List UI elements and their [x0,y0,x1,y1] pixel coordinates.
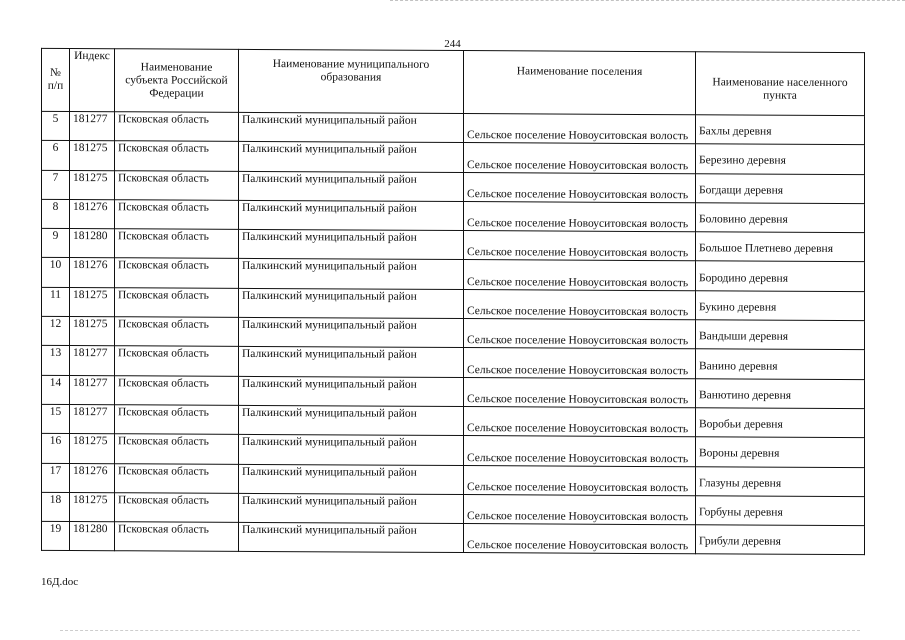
row-municipality: Палкинский муниципальный район [239,405,464,435]
row-subject: Псковская область [115,346,239,376]
row-municipality: Палкинский муниципальный район [239,523,464,553]
scan-artifact-bottom [60,630,860,635]
table-row [42,404,865,438]
row-settlement: Сельское поселение Новоуситовская волость [464,436,696,467]
row-index: 181275 [70,317,115,347]
row-locality: Боловино деревня [696,203,865,233]
table-row [42,199,865,233]
row-settlement: Сельское поселение Новоуситовская волость [464,143,696,174]
row-num: 18 [42,492,70,521]
row-settlement: Сельское поселение Новоуситовская волость [464,377,696,408]
row-settlement: Сельское поселение Новоуситовская волость [464,348,696,379]
table-row [42,434,865,468]
row-locality: Ванютино деревня [696,378,865,408]
row-municipality: Палкинский муниципальный район [239,171,464,201]
row-num: 17 [42,463,70,492]
row-subject: Псковская область [115,112,239,142]
row-locality: Вандыши деревня [696,320,865,350]
row-index: 181275 [70,287,115,317]
table-row [42,375,865,409]
row-index: 181277 [70,404,115,434]
row-num: 14 [42,375,70,404]
row-subject: Псковская область [115,317,239,347]
row-locality: Горбуны деревня [696,496,865,526]
header-subject: Наименование субъекта Российской Федерации [115,49,239,113]
row-municipality: Палкинский муниципальный район [239,112,464,142]
row-num: 16 [42,434,70,463]
row-locality: Вороны деревня [696,437,865,467]
row-num: 7 [42,170,70,199]
header-row [42,48,865,115]
row-municipality: Палкинский муниципальный район [239,376,464,406]
row-municipality: Палкинский муниципальный район [239,230,464,260]
row-municipality: Палкинский муниципальный район [239,435,464,465]
row-subject: Псковская область [115,405,239,435]
row-municipality: Палкинский муниципальный район [239,464,464,494]
row-num: 6 [42,141,70,170]
table-row [42,492,865,526]
row-index: 181277 [70,111,115,141]
row-settlement: Сельское поселение Новоуситовская волость [464,201,696,232]
row-locality: Ванино деревня [696,349,865,379]
scan-artifact-top [390,0,905,5]
row-num: 5 [42,111,70,140]
table-row [42,258,865,292]
row-num: 11 [42,287,70,316]
row-index: 181276 [70,463,115,493]
row-subject: Псковская область [115,141,239,171]
row-subject: Псковская область [115,434,239,464]
row-index: 181275 [70,492,115,522]
row-municipality: Палкинский муниципальный район [239,288,464,318]
row-subject: Псковская область [115,200,239,230]
header-num: № п/п [42,48,70,111]
row-subject: Псковская область [115,375,239,405]
table-row [42,229,865,263]
row-index: 181280 [70,522,115,552]
row-municipality: Палкинский муниципальный район [239,142,464,172]
row-settlement: Сельское поселение Новоуситовская волость [464,172,696,203]
row-settlement: Сельское поселение Новоуситовская волость [464,524,696,555]
table-row [42,463,865,497]
table-header [42,48,865,115]
table-row [42,141,865,175]
row-locality: Букино деревня [696,291,865,321]
footer-filename: 16Д.doc [41,576,79,588]
row-subject: Псковская область [115,493,239,523]
table-container [41,48,865,556]
table-row [42,170,865,204]
row-index: 181277 [70,346,115,376]
row-num: 12 [42,316,70,345]
row-subject: Псковская область [115,288,239,318]
row-settlement: Сельское поселение Новоуситовская волость [464,319,696,350]
row-subject: Псковская область [115,463,239,493]
header-index: Индекс [70,48,115,111]
row-locality: Глазуны деревня [696,466,865,496]
localities-table [41,48,865,556]
row-settlement: Сельское поселение Новоуситовская волость [464,465,696,496]
row-locality: Большое Плетнево деревня [696,232,865,262]
row-settlement: Сельское поселение Новоуситовская волость [464,231,696,262]
row-num: 13 [42,346,70,375]
page-number: 244 [444,38,461,50]
row-municipality: Палкинский муниципальный район [239,259,464,289]
row-index: 181275 [70,434,115,464]
row-locality: Бахлы деревня [696,115,865,145]
row-settlement: Сельское поселение Новоуситовская волость [464,289,696,320]
row-settlement: Сельское поселение Новоуситовская волость [464,494,696,525]
row-locality: Бородино деревня [696,261,865,291]
row-municipality: Палкинский муниципальный район [239,200,464,230]
row-locality: Богдащи деревня [696,173,865,203]
table-row [42,346,865,380]
table-row [42,287,865,321]
row-index: 181276 [70,199,115,229]
row-locality: Березино деревня [696,144,865,174]
row-index: 181275 [70,141,115,171]
row-municipality: Палкинский муниципальный район [239,317,464,347]
row-subject: Псковская область [115,258,239,288]
table-row [42,111,865,145]
table-body [42,111,865,555]
row-index: 181280 [70,229,115,259]
row-num: 10 [42,258,70,287]
row-subject: Псковская область [115,522,239,552]
row-index: 181275 [70,170,115,200]
row-num: 19 [42,522,70,551]
table-row [42,316,865,350]
row-num: 9 [42,229,70,258]
row-municipality: Палкинский муниципальный район [239,347,464,377]
header-settlement: Наименование поселения [464,51,696,115]
row-locality: Грибули деревня [696,525,865,555]
row-num: 8 [42,199,70,228]
row-subject: Псковская область [115,170,239,200]
row-index: 181276 [70,258,115,288]
header-locality: Наименование населенного пункта [696,52,865,116]
row-settlement: Сельское поселение Новоуситовская волость [464,114,696,145]
row-settlement: Сельское поселение Новоуситовская волость [464,407,696,438]
header-municipality: Наименование муниципального образования [239,49,464,113]
table-row [42,522,865,556]
row-locality: Воробьи деревня [696,408,865,438]
row-municipality: Палкинский муниципальный район [239,493,464,523]
row-index: 181277 [70,375,115,405]
row-num: 15 [42,404,70,433]
row-subject: Псковская область [115,229,239,259]
row-settlement: Сельское поселение Новоуситовская волость [464,260,696,291]
